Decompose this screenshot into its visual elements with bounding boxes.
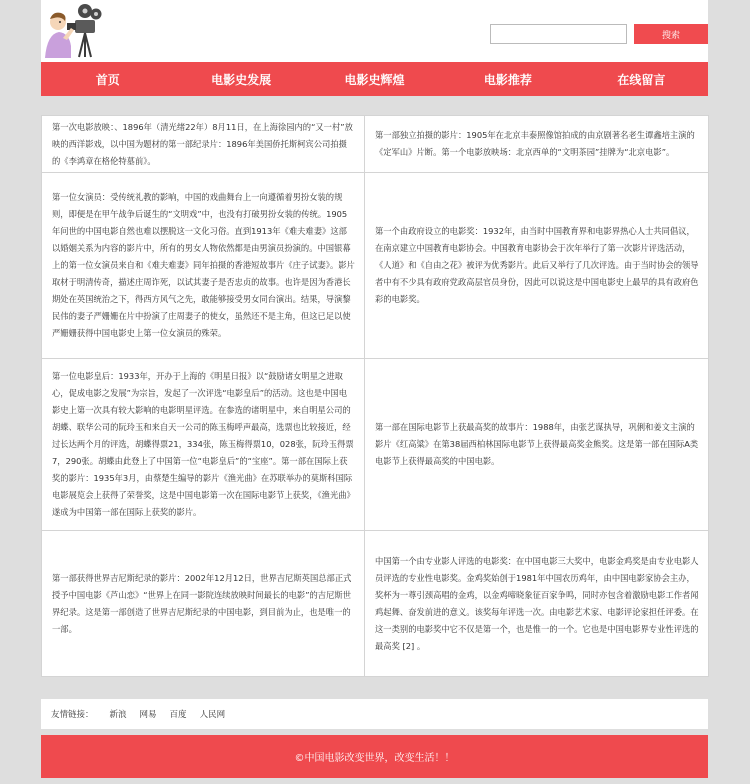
copyright-text: ©中国电影改变世界，改变生活！！ xyxy=(294,753,455,764)
table-cell: 第一个由政府设立的电影奖：1932年，由当时中国教育界和电影界热心人士共同倡议，在南京建立中国教育电影协会。中国教育电影协会于次年举行了第一次影片评选活动，《人道》和《自由之花》被评为优秀影片。此后又举行了几次评选。由于当时协会的领导者中有不少具有政府党政高层官员身份，因此可以说这是中国电影史上最早的具有政府色彩的电影奖。 xyxy=(365,173,709,359)
table-cell: 第一部在国际电影节上获最高奖的故事片：1988年，由张艺谋执导，巩俐和姜文主演的影片《红高粱》在第38届西柏林国际电影节上获得最高奖金熊奖。这是第一部在国际A类电影节上获得最高奖的中国电影。 xyxy=(365,359,709,531)
friend-link-netease[interactable]: 网易 xyxy=(139,710,157,720)
friend-links-label: 友情链接： xyxy=(51,710,94,720)
header xyxy=(41,0,708,62)
nav-item-film-history-development[interactable]: 电影史发展 xyxy=(211,72,272,87)
table-cell: 第一部独立拍摄的影片：1905年在北京丰泰照像馆拍成的由京剧著名老生谭鑫培主演的《定军山》片断。第一个电影放映场：北京西单的“文明茶园”挂牌为“北京电影”。 xyxy=(365,116,709,173)
friend-links-bar xyxy=(41,699,708,729)
table-cell: 中国第一个由专业影人评选的电影奖：在中国电影三大奖中，电影金鸡奖是由专业电影人员评选的专业性电影奖。金鸡奖始创于1981年中国农历鸡年，由中国电影家协会主办，奖杯为一尊引颈高唱的金鸡，以金鸡啼晓象征百家争鸣，同时亦包含着激励电影工作者闻鸡起舞、奋发前进的意义。该奖每年评选一次。由电影艺术家、电影评论家担任评委。在这一类别的电影奖中它不仅是第一个，也是惟一的一个。它也是中国电影界专业性评选的最高奖 [2] 。 xyxy=(365,531,709,677)
content-grid xyxy=(41,115,708,676)
table-row xyxy=(42,116,709,173)
film-projector-cartoon-icon[interactable] xyxy=(41,2,103,58)
friend-link-people[interactable]: 人民网 xyxy=(199,710,226,720)
table-cell: 第一位女演员：受传统礼教的影响，中国的戏曲舞台上一向遵循着男扮女装的规则，即便是在甲午战争后诞生的“文明戏”中，也没有打破男扮女装的传统。1905年问世的中国电影自然也难以摆脱这一文化习俗。直到1913年《难夫难妻》这部以婚姻关系为内容的影片中，所有的男女人物依然都是由男演员扮演的。中国银幕上的第一位女演员来自和《难夫难妻》同年拍摄的香港短故事片《庄子试妻》。影片取材于明清传奇，描述庄周诈死，以试其妻子是否忠贞的故事。也许是因为香港长期处在英国统治之下，得西方风气之先，敢能够接受男女同台演出。结果，导演黎民伟的妻子严姗姗在片中扮演了庄周妻子的使女，虽然还不是主角，但这已足以使严姗姗获得中国电影史上第一位女演员的殊荣。 xyxy=(42,173,365,359)
nav-item-home[interactable]: 首页 xyxy=(95,72,120,87)
nav-item-film-recommendations[interactable]: 电影推荐 xyxy=(483,72,532,87)
copyright-bar xyxy=(41,735,708,778)
friend-link-baidu[interactable]: 百度 xyxy=(169,710,187,720)
table-row xyxy=(42,359,709,531)
search-button[interactable]: 搜索 xyxy=(634,24,708,44)
search-input[interactable] xyxy=(490,24,627,44)
main-nav xyxy=(41,62,708,96)
table-row xyxy=(42,173,709,359)
table-row xyxy=(42,531,709,677)
friend-link-sina[interactable]: 新浪 xyxy=(109,710,127,720)
nav-item-film-history-glory[interactable]: 电影史辉煌 xyxy=(344,72,405,87)
table-cell: 第一位电影皇后：1933年，开办于上海的《明星日报》以“鼓励诸女明星之进取心，促成电影之发展”为宗旨，发起了一次评选“电影皇后”的活动。这也是中国电影史上第一次具有较大影响的电影明星评选。在参选的诸明星中，来自明星公司的胡蝶、联华公司的阮玲玉和来自天一公司的陈玉梅呼声最高，选票也比较接近，经过长达两个月的评选，胡蝶得票21，334张，陈玉梅得票10，028张，阮玲玉得票7，290张。胡蝶由此登上了中国第一位“电影皇后”的“宝座”。第一部在国际上获奖的影片：1935年3月，由蔡楚生编导的影片《渔光曲》在苏联举办的莫斯科国际电影展览会上获得了荣誉奖，这是中国电影第一次在国际电影节上获奖，《渔光曲》遂成为中国第一部在国际上获奖的影片。 xyxy=(42,359,365,531)
table-cell: 第一部获得世界吉尼斯纪录的影片：2002年12月12日，世界吉尼斯英国总部正式授予中国电影《芦山恋》“世界上在同一影院连续放映时间最长的电影”的吉尼斯世界纪录。这是第一部创造了世界吉尼斯纪录的中国电影，到目前为止，也是唯一的一部。 xyxy=(42,531,365,677)
history-table xyxy=(41,115,709,677)
nav-item-online-message[interactable]: 在线留言 xyxy=(617,72,666,87)
table-cell: 第一次电影放映：、1896年（清光绪22年）8月11日，在上海徐园内的“又一村”放映的西洋影戏，以中国为题材的第一部纪录片：1896年美国侨托斯柯宾公司拍摄的《李鸿章在格伦特墓前》。 xyxy=(42,116,365,173)
